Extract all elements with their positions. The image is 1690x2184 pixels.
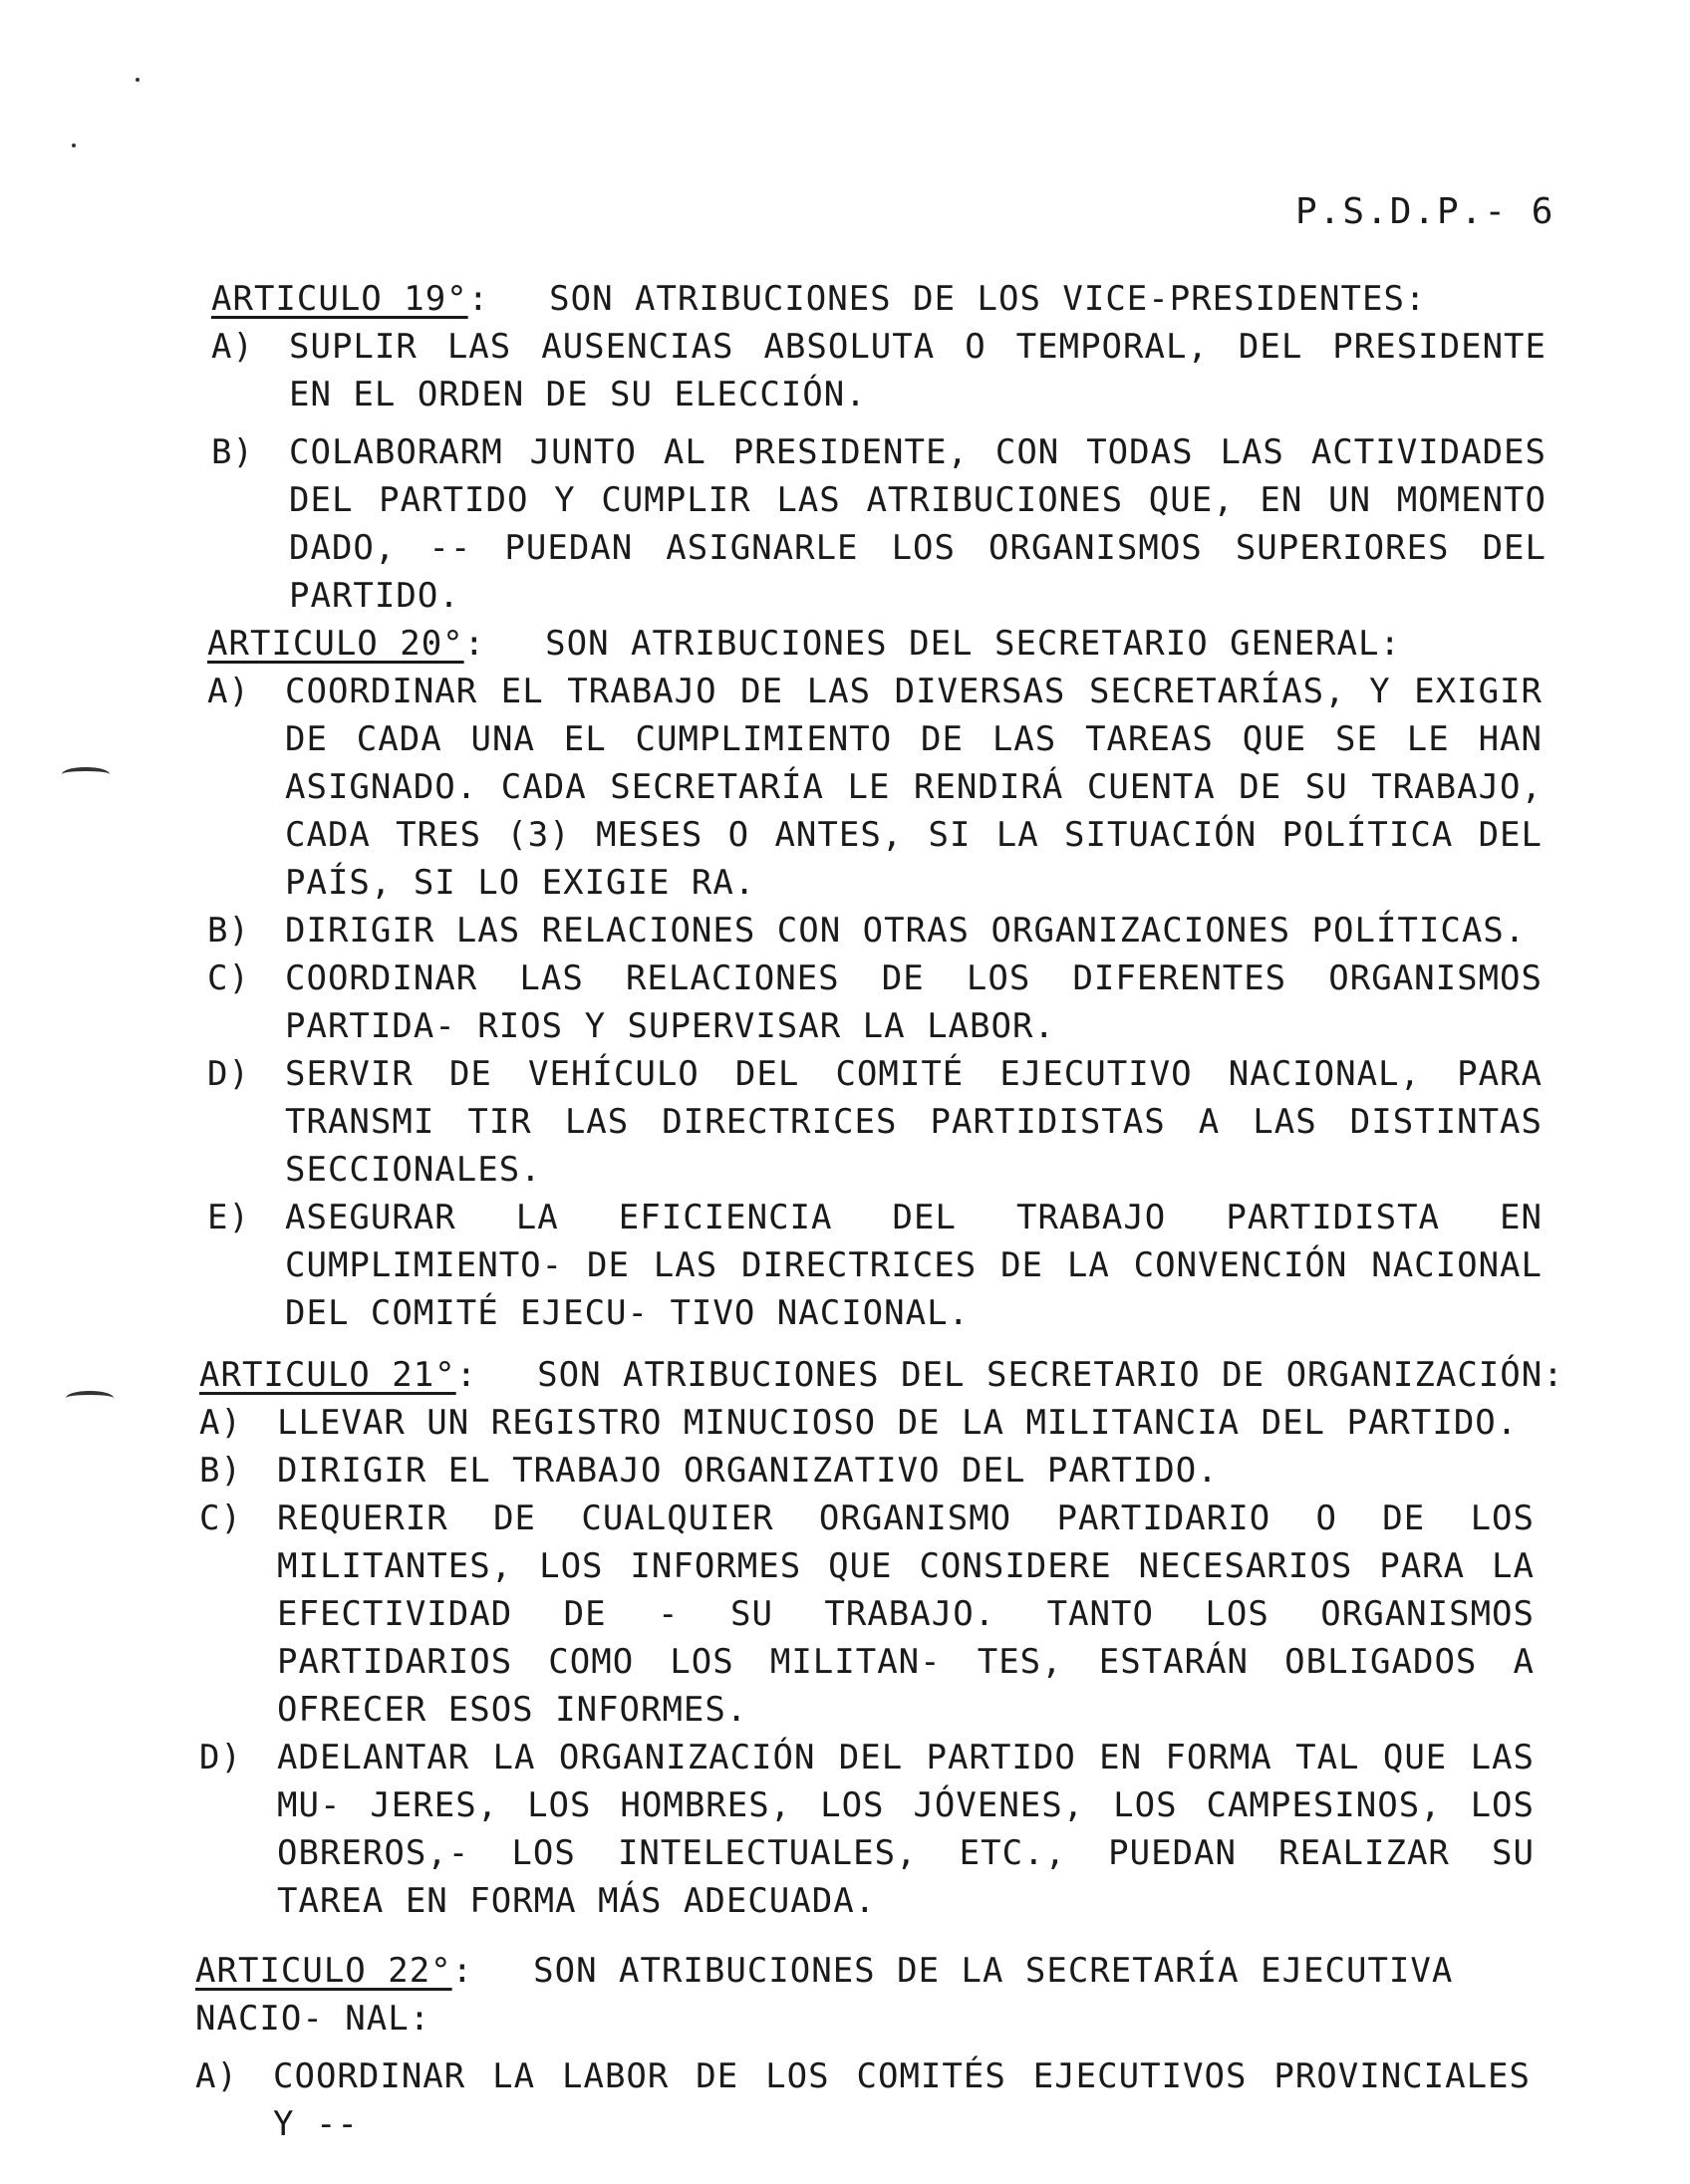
article-heading: ARTICULO 21° : SON ATRIBUCIONES DEL SECRETARIO DE ORGANIZACIÓN:	[199, 1351, 1535, 1399]
list-item	[195, 2052, 1531, 2148]
item-text: DIRIGIR LAS RELACIONES CON OTRAS ORGANIZACIONES POLÍTICAS.	[285, 911, 1527, 951]
item-letter: C)	[199, 1499, 242, 1538]
item-letter: A)	[195, 2056, 238, 2096]
article-label: ARTICULO 21°	[199, 1355, 456, 1395]
item-letter: A)	[199, 1403, 242, 1443]
article-intro: SON ATRIBUCIONES DE LOS VICE-PRESIDENTES:	[549, 279, 1427, 319]
margin-mark	[62, 767, 110, 781]
item-letter: D)	[207, 1054, 250, 1094]
item-letter: B)	[199, 1451, 242, 1491]
item-letter: B)	[211, 432, 254, 472]
list-item	[199, 1734, 1535, 1925]
item-text: SUPLIR LAS AUSENCIAS ABSOLUTA O TEMPORAL, DEL PRESIDENTE EN EL ORDEN DE SU ELECCIÓN.	[289, 327, 1547, 414]
item-text: LLEVAR UN REGISTRO MINUCIOSO DE LA MILITANCIA DEL PARTIDO.	[277, 1403, 1519, 1443]
list-item	[199, 1399, 1535, 1447]
item-letter: C)	[207, 958, 250, 998]
article-heading: ARTICULO 19° : SON ATRIBUCIONES DE LOS VICE-PRESIDENTES:	[211, 275, 1547, 323]
list-item	[199, 1447, 1535, 1495]
margin-mark	[66, 1391, 114, 1405]
article-label: ARTICULO 19°	[211, 279, 468, 319]
item-letter: B)	[207, 911, 250, 951]
item-letter: D)	[199, 1738, 242, 1777]
item-text: DIRIGIR EL TRABAJO ORGANIZATIVO DEL PARTIDO.	[277, 1451, 1219, 1491]
list-item	[211, 428, 1547, 620]
item-text: COORDINAR LAS RELACIONES DE LOS DIFERENTES ORGANISMOS PARTIDA- RIOS Y SUPERVISAR LA LABOR.	[285, 958, 1543, 1046]
article-heading: ARTICULO 22°: SON ATRIBUCIONES DE LA SECRETARÍA EJECUTIVA NACIO- NAL:	[195, 1951, 1454, 2039]
list-item	[207, 907, 1543, 955]
item-text: COORDINAR LA LABOR DE LOS COMITÉS EJECUTIVOS PROVINCIALES Y --	[273, 2056, 1531, 2144]
list-item	[199, 1495, 1535, 1734]
item-text: REQUERIR DE CUALQUIER ORGANISMO PARTIDARIO O DE LOS MILITANTES, LOS INFORMES QUE CONSIDERE NECESARIOS PARA LA EFECTIVIDAD DE - SU TRABAJO. TANTO LOS ORGANISMOS PARTIDARIOS COMO LOS MILITAN- TES, ESTARÁN OBLIGADOS A OFRECER ESOS INFORMES.	[277, 1499, 1535, 1730]
item-text: COLABORARM JUNTO AL PRESIDENTE, CON TODAS LAS ACTIVIDADES DEL PARTIDO Y CUMPLIR LAS ATRIBUCIONES QUE, EN UN MOMENTO DADO, -- PUEDAN ASIGNARLE LOS ORGANISMOS SUPERIORES DEL PARTIDO.	[289, 432, 1547, 616]
article-intro: SON ATRIBUCIONES DEL SECRETARIO GENERAL:	[545, 624, 1401, 664]
article-heading: ARTICULO 20° : SON ATRIBUCIONES DEL SECRETARIO GENERAL:	[207, 620, 1543, 668]
item-text: SERVIR DE VEHÍCULO DEL COMITÉ EJECUTIVO NACIONAL, PARA TRANSMI TIR LAS DIRECTRICES PARTIDISTAS A LAS DISTINTAS SECCIONALES.	[285, 1054, 1543, 1190]
list-item	[207, 1050, 1543, 1194]
article-intro: SON ATRIBUCIONES DE LA SECRETARÍA EJECUTIVA NACIO- NAL:	[195, 1951, 1454, 2039]
article-20	[207, 620, 1543, 1337]
list-item	[207, 1194, 1543, 1337]
article-22	[195, 1947, 1531, 2148]
article-21	[199, 1351, 1564, 1925]
page-reference: P.S.D.P.- 6	[1295, 191, 1555, 232]
item-text: COORDINAR EL TRABAJO DE LAS DIVERSAS SECRETARÍAS, Y EXIGIR DE CADA UNA EL CUMPLIMIENTO DE LAS TAREAS QUE SE LE HAN ASIGNADO. CADA SECRETARÍA LE RENDIRÁ CUENTA DE SU TRABAJO, CADA TRES (3) MESES O ANTES, SI LA SITUACIÓN POLÍTICA DEL PAÍS, SI LO EXIGIE RA.	[285, 672, 1543, 903]
article-intro: SON ATRIBUCIONES DEL SECRETARIO DE ORGANIZACIÓN:	[537, 1355, 1564, 1395]
list-item	[207, 668, 1543, 907]
list-item	[207, 955, 1543, 1050]
item-letter: A)	[207, 672, 250, 711]
article-19	[211, 275, 1547, 620]
item-text: ASEGURAR LA EFICIENCIA DEL TRABAJO PARTIDISTA EN CUMPLIMIENTO- DE LAS DIRECTRICES DE LA CONVENCIÓN NACIONAL DEL COMITÉ EJECU- TIVO NACIONAL.	[285, 1198, 1543, 1333]
item-letter: E)	[207, 1198, 250, 1237]
scan-speck	[136, 78, 140, 82]
list-item	[211, 323, 1547, 418]
item-text: ADELANTAR LA ORGANIZACIÓN DEL PARTIDO EN FORMA TAL QUE LAS MU- JERES, LOS HOMBRES, LOS JÓVENES, LOS CAMPESINOS, LOS OBREROS,- LOS INTELECTUALES, ETC., PUEDAN REALIZAR SU TAREA EN FORMA MÁS ADECUADA.	[277, 1738, 1535, 1921]
item-letter: A)	[211, 327, 254, 367]
article-label: ARTICULO 22°	[195, 1951, 452, 1991]
article-label: ARTICULO 20°	[207, 624, 464, 664]
scan-speck	[72, 143, 76, 147]
